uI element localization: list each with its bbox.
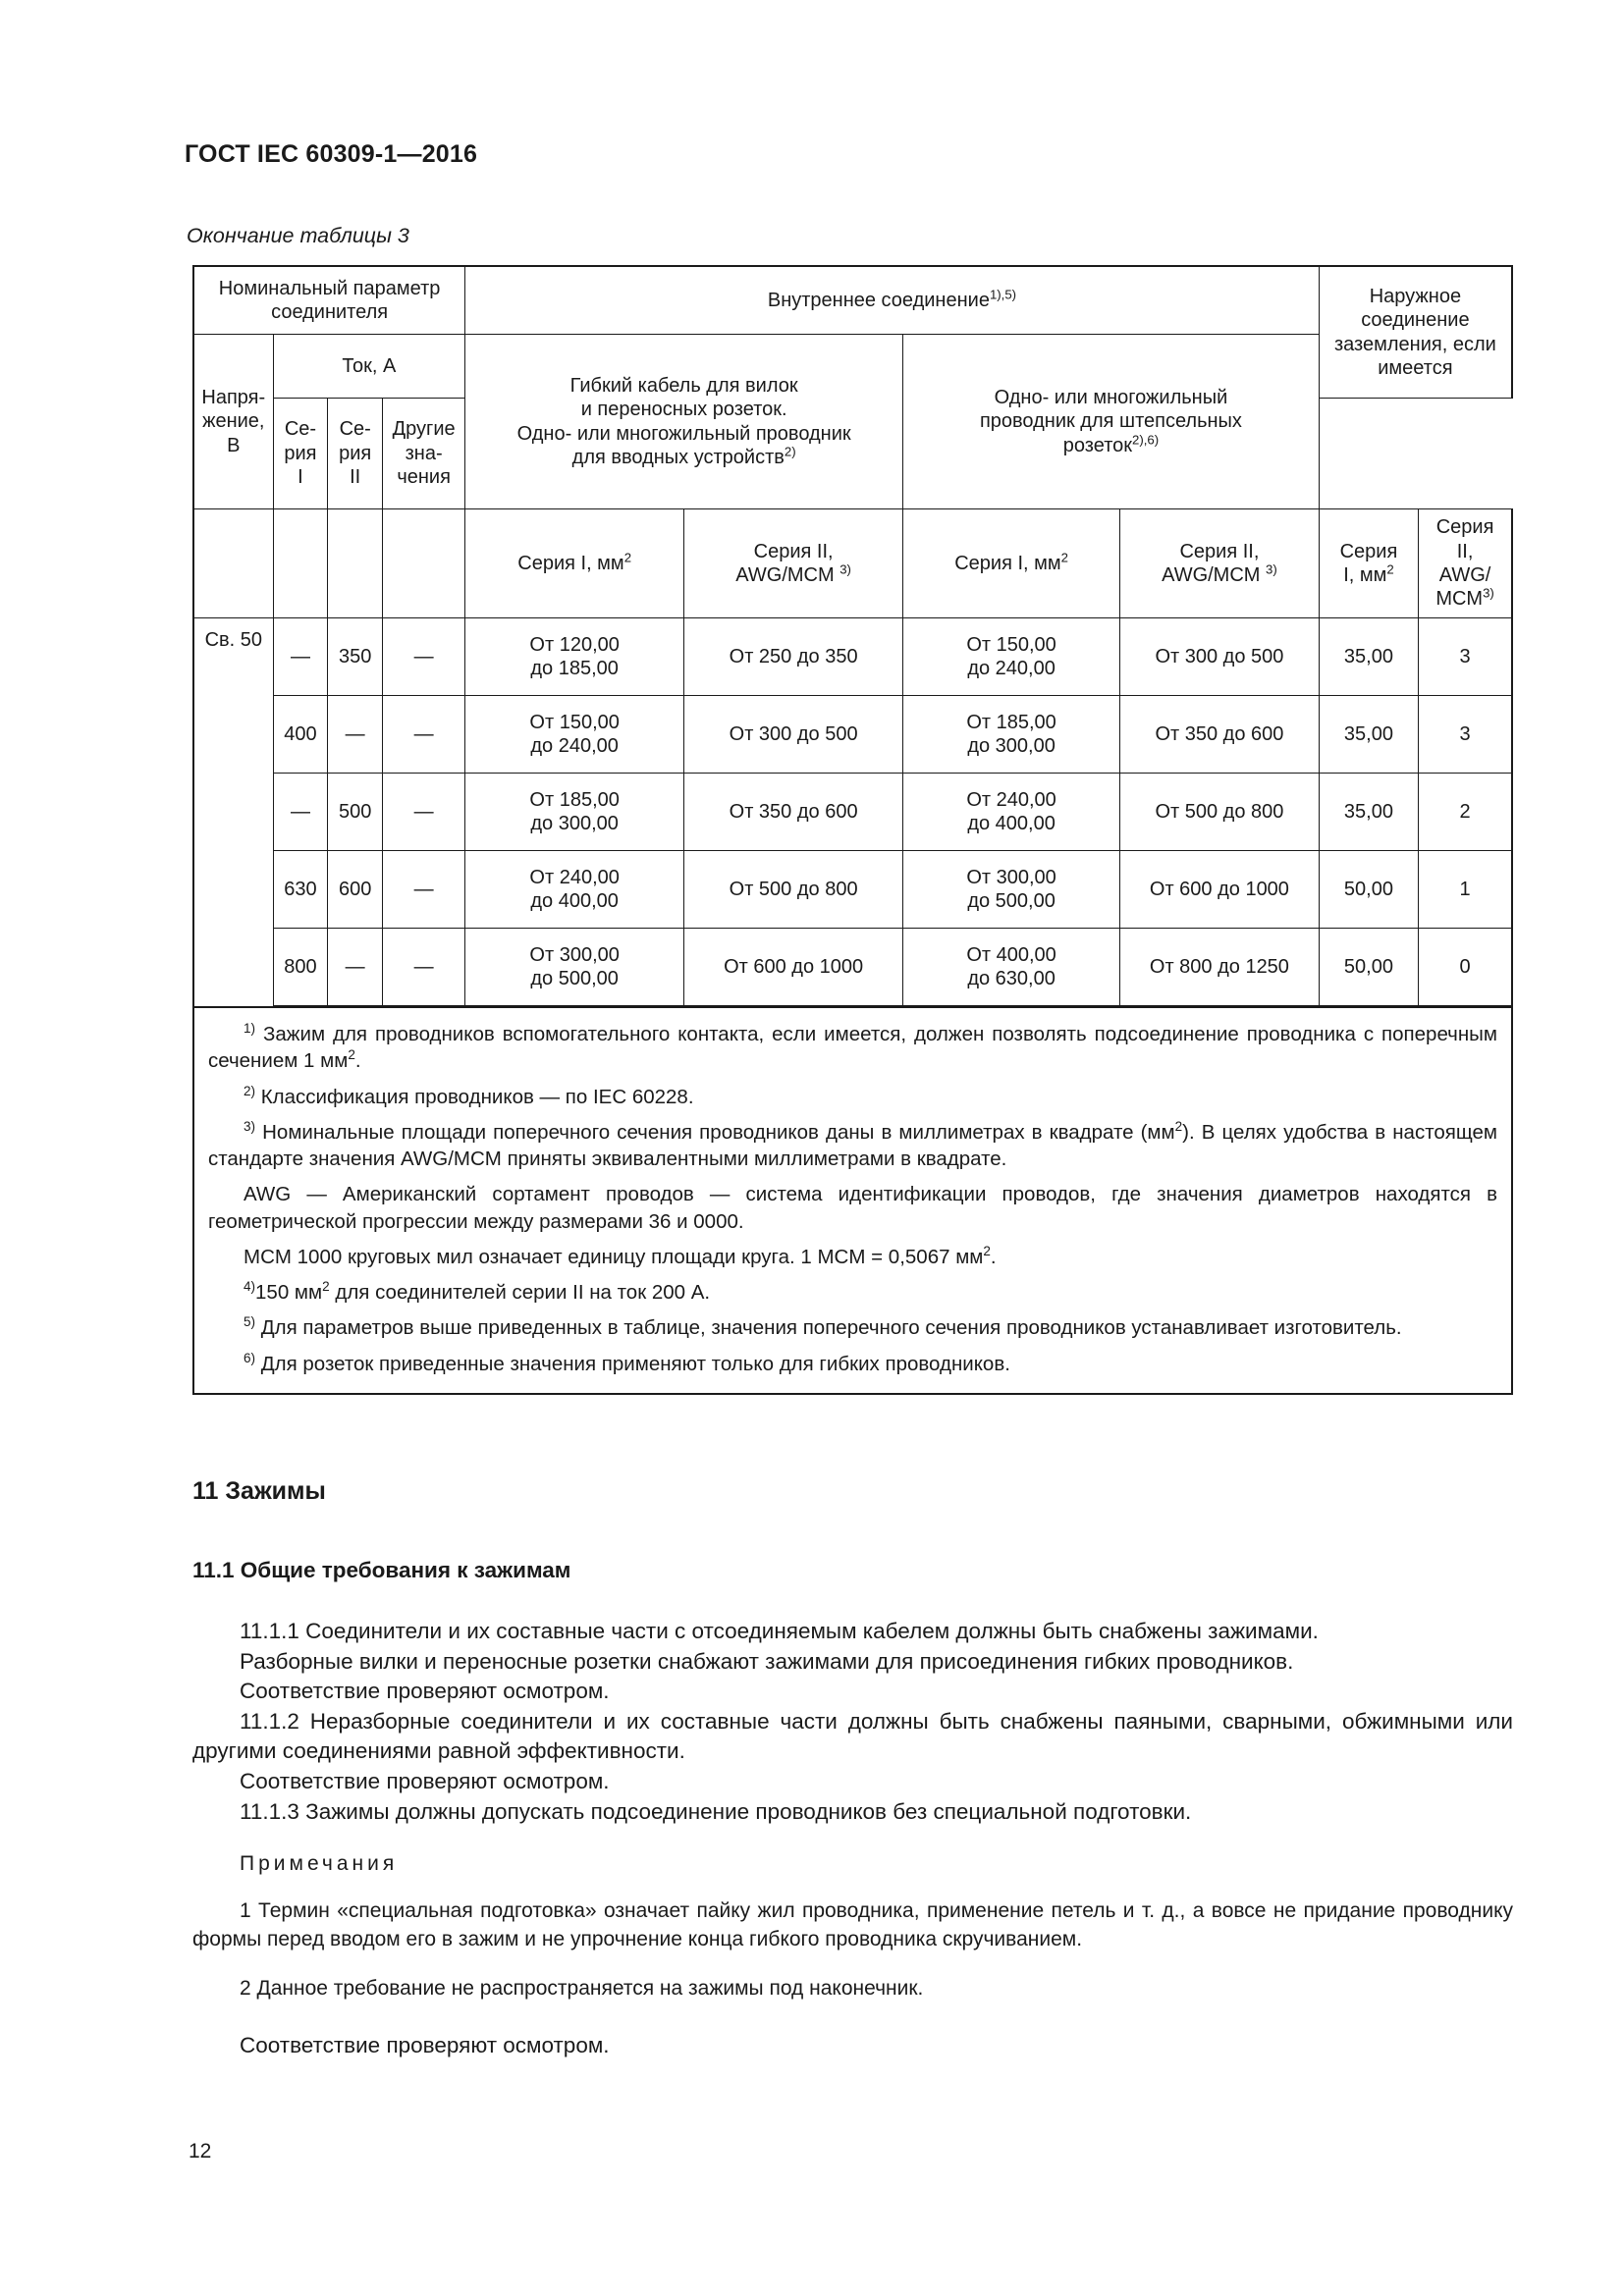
- paragraph-11-1-2: 11.1.2 Неразборные соединители и их составные части должны быть снабжены паяными, сварными, обжимными или другими соединениями равной эффективности.: [192, 1708, 1513, 1764]
- cell-sock-series-i-line-2: до 400,00: [967, 813, 1056, 834]
- cell-sock-series-i-line-2: до 300,00: [967, 735, 1056, 757]
- cell-current-series-i: 400: [273, 696, 328, 774]
- cell-sock-series-i: [903, 696, 1120, 774]
- table-row: [193, 618, 1512, 696]
- footnote-5: [208, 1314, 1497, 1341]
- header-current-series-ii-line-1: Се-: [339, 418, 371, 441]
- footnote-mcm: [208, 1244, 1497, 1270]
- footnote-2: [208, 1084, 1497, 1110]
- cell-ext-series-i: 35,00: [1319, 774, 1418, 851]
- cell-sock-series-i-line-2: до 500,00: [967, 890, 1056, 912]
- header-current-other-spacer: [383, 509, 465, 618]
- footnote-6-marker: 6): [244, 1350, 256, 1365]
- cell-int-series-i: [465, 851, 684, 929]
- cell-current-other: —: [383, 618, 465, 696]
- cell-sock-series-i-line-1: От 300,00: [966, 866, 1056, 888]
- footnote-5-marker: 5): [244, 1314, 256, 1330]
- table-3-continued: [192, 265, 1513, 1395]
- cell-ext-series-i: 50,00: [1319, 851, 1418, 929]
- cell-int-series-i: [465, 618, 684, 696]
- cell-int-series-i-line-1: От 240,00: [529, 866, 620, 888]
- header-voltage-spacer: [193, 509, 273, 618]
- paragraph-detachable-plugs: Разборные вилки и переносные розетки снабжают зажимами для присоединения гибких проводников.: [240, 1648, 1294, 1674]
- header-flexible-cable: [465, 335, 903, 509]
- cell-sock-series-ii: От 600 до 1000: [1120, 851, 1320, 929]
- cell-current-other: —: [383, 929, 465, 1007]
- header-sock-series-ii-awg-line-1: Серия II,: [1179, 540, 1260, 562]
- header-int-series-ii-awg-footnote-ref: 3): [839, 561, 851, 577]
- cell-sock-series-i-line-1: От 400,00: [966, 943, 1056, 966]
- header-current-other-line-3: чения: [397, 466, 451, 489]
- header-sock-series-ii-awg-footnote-ref: 3): [1266, 561, 1277, 577]
- header-flexible-cable-line-4: для вводных устройств: [571, 446, 785, 468]
- footnote-3-marker: 3): [244, 1118, 256, 1134]
- footnote-1-marker: 1): [244, 1021, 256, 1037]
- cell-int-series-ii: От 300 до 500: [684, 696, 903, 774]
- cell-int-series-i-line-2: до 400,00: [530, 890, 619, 912]
- header-sock-series-ii-awg-line-2: AWG/MCM: [1162, 564, 1261, 586]
- cell-ext-series-ii: 3: [1419, 618, 1512, 696]
- cell-int-series-i: [465, 696, 684, 774]
- footnote-1-exp: 2: [348, 1047, 355, 1063]
- cell-current-other: —: [383, 696, 465, 774]
- cell-current-series-i: 800: [273, 929, 328, 1007]
- cell-ext-series-ii: 0: [1419, 929, 1512, 1007]
- table-header-row-1: [193, 266, 1512, 335]
- footnote-mcm-tail: .: [990, 1245, 997, 1268]
- cell-int-series-i-line-2: до 240,00: [530, 735, 619, 757]
- cell-current-series-ii: 350: [328, 618, 383, 696]
- header-voltage-line-2: жение,: [202, 410, 265, 433]
- note-1: 1 Термин «специальная подготовка» означает пайку жил проводника, применение петель и т. д., а вовсе не придание проводнику формы перед вводом его в зажим и не упрочнение конца гибкого проводника скручиванием.: [192, 1899, 1513, 1950]
- cell-ext-series-ii: 3: [1419, 696, 1512, 774]
- cell-current-other: —: [383, 851, 465, 929]
- header-socket-conductor-line-3: розеток: [1062, 434, 1132, 456]
- cell-int-series-ii: От 500 до 800: [684, 851, 903, 929]
- header-current-series-i-spacer: [273, 509, 328, 618]
- footnote-6-text: Для розеток приведенные значения применяют только для гибких проводников.: [260, 1352, 1010, 1375]
- cell-ext-series-ii: 2: [1419, 774, 1512, 851]
- header-flexible-cable-line-1: Гибкий кабель для вилок: [569, 374, 798, 397]
- header-current-series-ii-line-2: рия: [339, 442, 372, 464]
- running-head: ГОСТ IEC 60309-1—2016: [185, 140, 478, 168]
- footnote-2-marker: 2): [244, 1083, 256, 1098]
- header-current-other-line-1: Другие: [392, 418, 456, 441]
- cell-sock-series-ii: От 500 до 800: [1120, 774, 1320, 851]
- header-sock-series-i-mm2-label: Серия I, мм: [954, 552, 1061, 574]
- page-number: 12: [189, 2140, 212, 2163]
- header-ext-series-i-exp: 2: [1386, 561, 1394, 577]
- footnote-4-text: 150 мм: [255, 1281, 323, 1304]
- cell-sock-series-ii: От 350 до 600: [1120, 696, 1320, 774]
- header-rated-parameter: Номинальный параметр соединителя: [193, 266, 465, 335]
- footnote-5-text: Для параметров выше приведенных в таблице, значения поперечного сечения проводников устанавливает изготовитель.: [260, 1316, 1402, 1340]
- header-current-series-ii-line-3: II: [350, 466, 361, 489]
- cell-ext-series-i: 50,00: [1319, 929, 1418, 1007]
- header-current: Ток, А: [273, 335, 465, 399]
- header-current-series-i-line-2: рия: [284, 442, 317, 464]
- cell-current-series-ii: 500: [328, 774, 383, 851]
- header-flexible-cable-footnote-ref: 2): [784, 444, 796, 459]
- header-ext-series-i-mm2: [1319, 509, 1418, 618]
- cell-sock-series-i-line-2: до 240,00: [967, 658, 1056, 679]
- table-row: [193, 696, 1512, 774]
- note-2: 2 Данное требование не распространяется на зажимы под наконечник.: [240, 1977, 924, 2001]
- cell-current-series-ii: —: [328, 929, 383, 1007]
- cell-int-series-ii: От 350 до 600: [684, 774, 903, 851]
- cell-sock-series-i-line-2: до 630,00: [967, 968, 1056, 989]
- header-int-series-i-mm2-exp: 2: [623, 550, 632, 565]
- footnote-4-tail: для соединителей серии II на ток 200 А.: [329, 1281, 711, 1304]
- cell-current-series-i: 630: [273, 851, 328, 929]
- paragraph-conformity-1: Соответствие проверяют осмотром.: [240, 1679, 610, 1704]
- footnote-awg-text: AWG — Американский сортамент проводов — система идентификации проводов, где значения диаметров находятся в геометрической прогрессии между размерами 36 и 0000.: [208, 1183, 1497, 1233]
- cell-ext-series-i: 35,00: [1319, 618, 1418, 696]
- cell-sock-series-i: [903, 618, 1120, 696]
- footnote-6: [208, 1351, 1497, 1377]
- table-row: [193, 929, 1512, 1007]
- header-flexible-cable-line-2: и переносных розеток.: [580, 399, 787, 421]
- header-external-earth-connection: Наружное соединение заземления, если имеется: [1319, 266, 1512, 399]
- cell-sock-series-i: [903, 851, 1120, 929]
- footnote-mcm-exp: 2: [983, 1243, 991, 1258]
- cell-int-series-i-line-2: до 185,00: [530, 658, 619, 679]
- header-flexible-cable-line-3: Одно- или многожильный проводник: [516, 422, 851, 445]
- header-current-other-values: [383, 399, 465, 509]
- cell-ext-series-ii: 1: [1419, 851, 1512, 929]
- header-current-series-ii: [328, 399, 383, 509]
- cell-sock-series-ii: От 800 до 1250: [1120, 929, 1320, 1007]
- header-ext-series-i-line-1: Серия: [1339, 540, 1398, 562]
- footnote-4: [208, 1279, 1497, 1306]
- header-sock-series-ii-awg: [1120, 509, 1320, 618]
- cell-current-series-i: —: [273, 618, 328, 696]
- section-heading-11: 11 Зажимы: [192, 1477, 326, 1505]
- header-ext-series-i-line-2: I, мм: [1343, 564, 1387, 586]
- header-voltage-line-3: В: [227, 434, 241, 456]
- conductor-cross-section-table: [192, 265, 1513, 1007]
- cell-sock-series-i-line-1: От 150,00: [966, 633, 1056, 656]
- footnote-3-exp: 2: [1174, 1118, 1183, 1134]
- header-ext-series-ii-footnote-ref: 3): [1483, 585, 1494, 601]
- table-header-row-4: [193, 509, 1512, 618]
- header-current-other-line-2: зна-: [405, 442, 443, 464]
- footnote-4-marker: 4): [244, 1279, 256, 1295]
- cell-voltage: Св. 50: [193, 618, 273, 1007]
- cell-int-series-i-line-2: до 300,00: [530, 813, 619, 834]
- cell-current-series-ii: —: [328, 696, 383, 774]
- header-ext-series-ii-awg: [1419, 509, 1512, 618]
- cell-int-series-i-line-1: От 150,00: [529, 711, 620, 733]
- header-ext-series-ii-line-2: II,: [1456, 540, 1474, 562]
- cell-sock-series-i: [903, 929, 1120, 1007]
- cell-int-series-i-line-1: От 300,00: [529, 943, 620, 966]
- subsection-heading-11-1: 11.1 Общие требования к зажимам: [192, 1558, 571, 1582]
- cell-current-other: —: [383, 774, 465, 851]
- header-voltage: [193, 335, 273, 509]
- footnote-1-tail: .: [354, 1049, 361, 1073]
- header-socket-conductor-footnote-ref: 2),6): [1132, 432, 1160, 448]
- header-socket-conductor-line-2: проводник для штепсельных: [979, 410, 1242, 433]
- header-voltage-line-1: Напря-: [201, 386, 266, 408]
- cell-int-series-i: [465, 929, 684, 1007]
- cell-sock-series-i-line-1: От 185,00: [966, 711, 1056, 733]
- body-content: [192, 1477, 1513, 2060]
- cell-current-series-i: —: [273, 774, 328, 851]
- header-socket-conductor: [903, 335, 1320, 509]
- header-ext-series-ii-line-4: MCM: [1435, 588, 1484, 611]
- header-int-series-ii-awg-line-1: Серия II,: [753, 540, 834, 562]
- header-internal-connection: [465, 266, 1320, 335]
- cell-sock-series-ii: От 300 до 500: [1120, 618, 1320, 696]
- notes-heading: Примечания: [240, 1852, 399, 1876]
- header-sock-series-i-mm2: [903, 509, 1120, 618]
- header-ext-series-ii-line-3: AWG/: [1438, 564, 1491, 586]
- header-int-series-ii-awg: [684, 509, 903, 618]
- cell-int-series-i: [465, 774, 684, 851]
- footnote-mcm-text: MCM 1000 круговых мил означает единицу площади круга. 1 MCM = 0,5067 мм: [244, 1245, 984, 1268]
- header-internal-connection-label: Внутреннее соединение: [767, 289, 990, 311]
- footnote-2-text: Классификация проводников — по IEC 60228.: [260, 1085, 694, 1108]
- table-footnotes: [192, 1007, 1513, 1395]
- footnote-3-text: Номинальные площади поперечного сечения проводников даны в миллиметрах в квадрате (мм: [262, 1120, 1175, 1144]
- footnote-3: [208, 1119, 1497, 1173]
- footnote-3-tail: ). В целях удобства в настоящем стандарте значения AWG/MCM приняты эквивалентными миллиметрами в квадрате.: [208, 1120, 1497, 1170]
- header-internal-connection-footnote-ref: 1),5): [989, 287, 1017, 302]
- table-caption: Окончание таблицы 3: [187, 224, 409, 247]
- paragraph-conformity-2: Соответствие проверяют осмотром.: [240, 1768, 610, 1793]
- cell-ext-series-i: 35,00: [1319, 696, 1418, 774]
- cell-sock-series-i-line-1: От 240,00: [966, 788, 1056, 811]
- table-row: [193, 774, 1512, 851]
- header-socket-conductor-line-1: Одно- или многожильный: [994, 386, 1228, 408]
- table-header-row-2: [193, 335, 1512, 399]
- header-int-series-i-mm2: [465, 509, 684, 618]
- cell-int-series-ii: От 250 до 350: [684, 618, 903, 696]
- footnote-1: [208, 1021, 1497, 1075]
- footnote-4-exp: 2: [322, 1279, 330, 1295]
- header-current-series-ii-spacer: [328, 509, 383, 618]
- cell-sock-series-i: [903, 774, 1120, 851]
- footnote-1-text: Зажим для проводников вспомогательного контакта, если имеется, должен позволять подсоединение проводника с поперечным сечением 1 мм: [208, 1023, 1497, 1073]
- paragraph-11-1-3: 11.1.3 Зажимы должны допускать подсоединение проводников без специальной подготовки.: [240, 1798, 1192, 1824]
- header-ext-series-ii-line-1: Серия: [1435, 516, 1494, 539]
- paragraph-conformity-3: Соответствие проверяют осмотром.: [240, 2032, 610, 2057]
- table-row: [193, 851, 1512, 929]
- cell-int-series-ii: От 600 до 1000: [684, 929, 903, 1007]
- paragraph-11-1-1: 11.1.1 Соединители и их составные части с отсоединяемым кабелем должны быть снабжены зажимами.: [240, 1619, 1319, 1643]
- footnote-awg: [208, 1181, 1497, 1235]
- header-current-series-i-line-3: I: [298, 466, 303, 489]
- header-int-series-i-mm2-label: Серия I, мм: [517, 552, 624, 574]
- header-current-series-i-line-1: Се-: [284, 418, 317, 441]
- cell-int-series-i-line-1: От 120,00: [529, 633, 620, 656]
- cell-int-series-i-line-1: От 185,00: [529, 788, 620, 811]
- header-sock-series-i-mm2-exp: 2: [1060, 550, 1068, 565]
- header-current-series-i: [273, 399, 328, 509]
- cell-current-series-ii: 600: [328, 851, 383, 929]
- cell-int-series-i-line-2: до 500,00: [530, 968, 619, 989]
- header-int-series-ii-awg-line-2: AWG/MCM: [735, 564, 835, 586]
